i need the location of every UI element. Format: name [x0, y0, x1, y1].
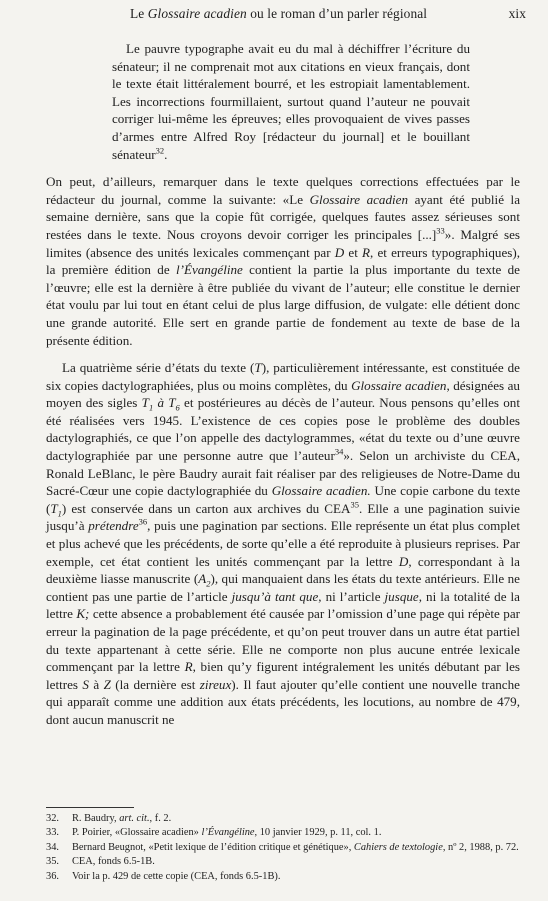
footnote-ref: 33 [436, 225, 445, 236]
footnote: 32. R. Baudry, art. cit., f. 2. [46, 813, 172, 824]
page-number: xix [508, 6, 526, 21]
footnote: 34. Bernard Beugnot, «Petit lexique de l’édition critique et génétique», Cahiers de textologie, nº 2, 1988, p. 72. [46, 841, 519, 853]
footnote: 36. Voir la p. 429 de cette copie (CEA, fonds 6.5-1B). [46, 870, 281, 882]
paragraph: On peut, d’ailleurs, remarquer dans le texte quelques corrections effectuées par le rédacteur du journal, comme la suivante: «Le Glossaire acadien ayant été publié la semaine dernière, sans que la copie fût corrigée, quelques fautes assez sérieuses sont restées dans le texte. Nous croyons devoir corriger les principales [...]$^{33}$». Malgré ses limites (absence des unités lexicales commençant par D et R, et erreurs typographiques), la première édition de l’Évangéline contient la partie la plus importante du texte de l’œuvre; elle est la dernière à être publiée du vivant de l’auteur; elle constitue le dernier état voulu par lui tout en étant celui de plus large diffusion, de vulgate: elle détient donc une grande autorité. Elle sert en grande partie de fondement au texte de base de la présente édition. [46, 174, 521, 348]
body-text [46, 40, 520, 739]
block-quote: Le pauvre typographe avait eu du mal à déchiffrer l’écriture du sénateur; il ne comprenait mot aux citations en vieux français, dont le texte était littéralement bourré, et les estropiait lamentablement. Les incorrections fourmillaient, surtout quand l’auteur ne pouvait corriger lui-même les épreuves; elles provoquaient de vives passes d’armes entre Alfred Roy [rédacteur du journal] et le bouillant sénateur$^{32}$. [112, 41, 470, 162]
running-head [130, 6, 526, 22]
footnote-ref: 32 [155, 145, 165, 156]
running-head-title: Le Glossaire acadien ou le roman d’un parler régional [130, 6, 428, 21]
footnote: 33. P. Poirier, «Glossaire acadien» l’Évangéline, 10 janvier 1929, p. 11, col. 1. [46, 827, 382, 839]
footnote-divider [46, 807, 134, 808]
footnotes [46, 812, 520, 884]
footnote-ref: 34 [334, 446, 344, 457]
paragraph: La quatrième série d’états du texte (T), particulièrement intéressante, est constituée de six copies dactylographiées, plus ou moins complètes, du Glossaire acadien, désignées au moyen des sigles $T_1$ à $T_6$ et postérieures au décès de l’auteur. Nous pensons qu’elles ont été réalisées vers 1945. L’existence de ces copies pose le problème des doubles dactylographiés, ce que l’on appelle des dactylogrammes, «état du texte ou d’une œuvre dactylographiée par une personne autre que l’auteur$^{34}$». Selon un archiviste du CEA, Ronald LeBlanc, le père Baudry aurait fait réaliser par des religieuses de Notre-Dame du Sacré-Cœur une copie dactylographiée du Glossaire acadien. Une copie carbone du texte $(T_1)$ est conservée dans un carton aux archives du CEA$^{35}$. Elle a une pagination suivie jusqu’à prétendre$^{36}$, puis une pagination par sections. Elle représente un état plus complet et plus achevé que les précédents, de sorte qu’elle a été reproduite à plusieurs reprises. Par exemple, cet état contient les unités commençant par la lettre D, correspondant à la deuxième liasse manuscrite $(A_2)$, qui manquaient dans les états du texte antérieurs. Elle ne contient pas une partie de l’article jusqu’à tant que, ni l’article jusque, ni la totalité de la lettre K; cette absence a probablement été causée par l’omission d’une page qui répète par erreur la pagination de la page précédente, et qu’on peut trouver dans un autre état partiel du texte appartenant à cette série. Elle ne comporte non plus aucune entrée lexicale commençant par la lettre R, bien qu’y figurent intégralement les unités débutant par les lettres S à Z (la dernière est zireux). Il faut ajouter qu’elle contient une nouvelle tranche qui apparaît comme une addition aux états précédents, les locutions, au nombre de 479, dont aucun manuscrit ne [46, 360, 521, 727]
footnote-ref: 36 [138, 517, 148, 528]
footnote-ref: 35 [350, 499, 359, 510]
footnote: 35. CEA, fonds 6.5-1B. [46, 856, 155, 868]
